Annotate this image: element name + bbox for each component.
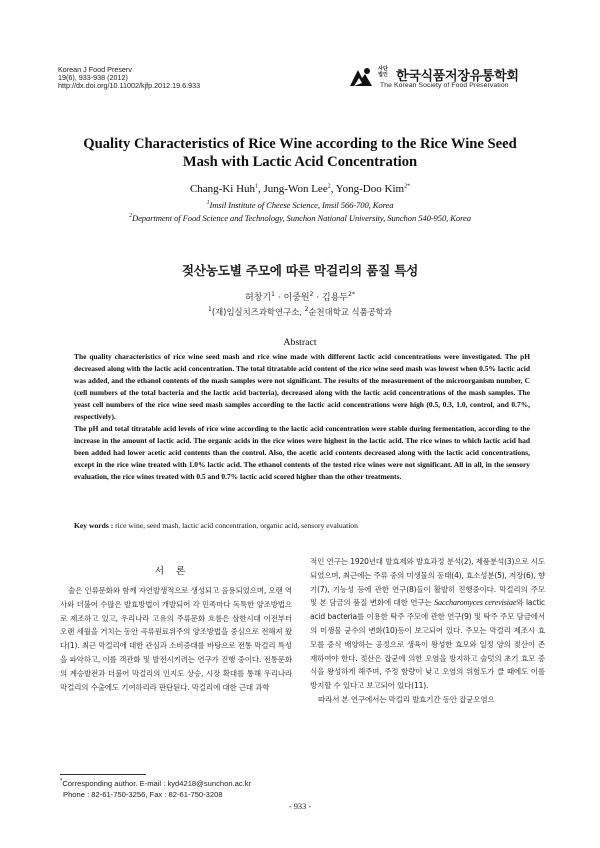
title-line-1: Quality Characteristics of Rice Wine according to the Rice Wine Seed	[83, 136, 517, 152]
journal-info	[58, 66, 200, 91]
society-name-en: The Korean Society of Food Preservation	[380, 82, 509, 89]
abstract-body	[74, 351, 530, 483]
body-column-right	[310, 555, 545, 707]
abstract-heading: Abstract	[283, 337, 317, 348]
abstract-paragraph-1: The quality characteristics of rice wine seed mash and rice wine made with different lactic acid concentrations were investigated. The pH decreased along with the lactic acid concentration. The total titratable acid content of the rice wine seed mash was lowest when 0.5% lactic acid was added, and the ethanol contents of the mash samples were not significant. The results of the measurement of the microorganism number, C (cell numbers of the total bacteria and the lactic acid bacteria), decreased along with the lactic acid concentrations of the mash samples. The yeast cell numbers of the rice wine seed mash samples according to the lactic acid concentrations were high (0.5, 0.3, 1.0, control, and 0.7%, respectively).	[74, 352, 530, 421]
journal-doi: http://dx.doi.org/10.11002/kjfp.2012.19.6.933	[58, 81, 201, 91]
keywords-text: rice wine, seed mash, lactic acid concentration, organic acid, sensory evaluation	[113, 521, 358, 530]
author-3: Yong-Doo Kim	[335, 183, 405, 195]
intro-paragraph-2: 따라서 본 연구에서는 막걸리 발효기간 동안 잡균오염으	[318, 694, 495, 704]
journal-name: Korean J Food Preserv	[58, 65, 132, 74]
intro-paragraph-1: 술은 인류문화와 함께 자연발생적으로 생성되고 음용되었으며, 오랜 역사와 더불어 수많은 발효방법이 개발되어 각 민족마다 독특한 양조방법으로 제조하고 있고, 우리나라 고유의 주류문화 흐름은 삼한시대 이전부터 오랜 세월을 거치는 동안 곡류원료위주의 양조방법을 중심으로 전해져 왔다(1). 최근 막걸리에 대한 관심과 소비증대를 바탕으로 전통 막걸리 특성을 파악하고, 이를 객관화 및 발전시키려는 연구가 진행 중이다. 전통문화의 계승발전과 더불어 막걸리의 인지도 상승, 시장 확대를 통해 우리나라 막걸리의 수출에도 기여하리라 판단된다. 막걸리에 대한 근대 과학	[60, 586, 292, 692]
species-name: Saccharomyces cerevisiae	[434, 598, 517, 608]
korean-affiliations: $^1$(재)임실치즈과학연구소, $^2$순천대학교 식품공학과	[208, 306, 392, 317]
author-1: Chang-Ki Huh	[189, 183, 256, 195]
paper-title	[60, 135, 540, 171]
abstract-paragraph-2: The pH and total titratable acid levels of rice wine according to the lactic acid concentration were stable during fermentation, according to the increase in the amount of lactic acid. The organic acids in the rice wines were highest in the lactic acid. The rice wines to which lactic acid had been added had lower acetic acid contents than the control. Also, the acetic acid contents decreased along with the lactic acid concentrations, except in the rice wine treated with 1.0% lactic acid. The ethanol contents of the tested rice wines were not significant. All in all, in the sensory evaluation, the rice wines treated with 0.5 and 0.7% lactic acid scored higher than the other treatments.	[74, 424, 530, 481]
journal-volume: 19(6), 933-938 (2012)	[58, 73, 128, 83]
korean-author-list: 허창기$^1$ · 이중원$^2$ · 김용두$^{2*}$	[245, 291, 355, 303]
society-logo-icon	[348, 66, 374, 88]
footnote-phone-line: Phone : 82-61-750-3256, Fax : 82-61-750-3208	[63, 790, 223, 799]
society-corp-mark: 사단 법인	[378, 66, 388, 78]
corresponding-author-footnote: *Corresponding author. E-mail : kyd4218@sunchon.ac.kr Phone : 82-61-750-3256, Fax : 82-61-750-3208	[60, 778, 300, 800]
keywords-label: Key words :	[74, 521, 114, 530]
author-2: Jung-Won Lee	[263, 183, 328, 195]
section-title-introduction: 서론	[154, 566, 198, 577]
footnote-email-line: Corresponding author. E-mail : kyd4218@sunchon.ac.kr	[62, 779, 252, 788]
author-list: Chang-Ki Huh$^1$, Jung-Won Lee$^2$, Yong-Doo Kim$^{2*}$	[189, 183, 411, 195]
society-header	[348, 64, 548, 94]
footnote-divider	[60, 774, 146, 775]
body-column-left	[60, 584, 292, 694]
intro-paragraph-continued: 적인 연구는 1920년대 발효제와 발효과정 분석(2), 제품분석(3)으로 시도 되었으며, 최근에는 주류 중의 미생물의 동태(4), 효소성분(5), 저장(6), 향기(7), 기능성 등에 관한 연구(8)들이 활발히 진행중이다. 막걸리의 주모 및 본 담금의 품질 변화에 대한 연구는 Saccharomyces cerevisiae와 lactic acid bacteria를 이용한 탁주 주모에 관한 연구(9) 및 탁주 주모 담금에서의 미생물 균수의 변화(10)등이 보고되어 있다. 주모는 막걸리 제조시 효모를 증식 배양하는 공정으로 생육이 왕성한 효모와 일정 양의 젖산이 존재하여야 한다. 젖산은 잡균에 의한 오염을 방지하고 술덧의 초기 효모 증식을 왕성하게 해주며, 주정 함량이 낮고 오염의 위험도가 클 때에도 이를 방지할 수 있다고 보고되어 있다(11).	[310, 557, 546, 691]
keywords	[74, 521, 530, 530]
affiliation-2: $^2$Department of Food Science and Technology, Sunchon National University, Sunchon 540-950, Korea	[129, 213, 471, 223]
affiliation-1: $^1$Imsil Institute of Cheese Science, Imsil 566-700, Korea	[206, 200, 394, 210]
korean-title: 젖산농도별 주모에 따른 막걸리의 품질 특성	[181, 263, 419, 278]
title-line-2: Mash with Lactic Acid Concentration	[182, 154, 418, 170]
page-number: - 933 -	[288, 802, 312, 811]
society-name-kr: 한국식품저장유통학회	[396, 69, 519, 84]
